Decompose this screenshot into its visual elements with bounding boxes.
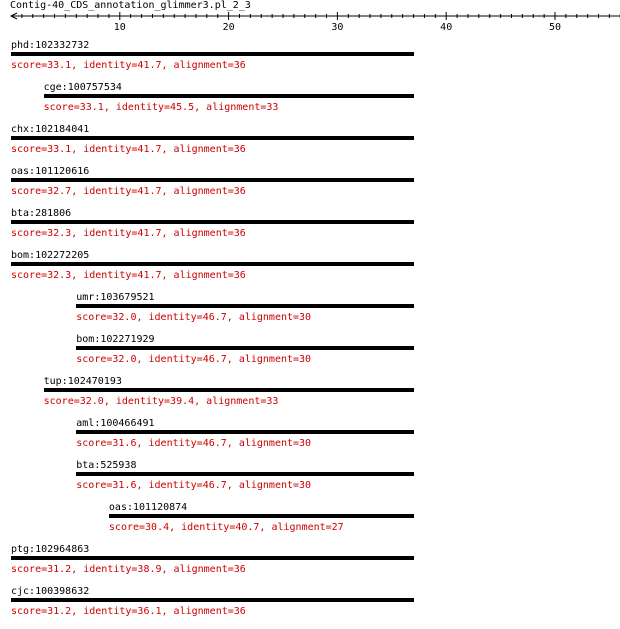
hit-alignment-bar bbox=[11, 262, 414, 266]
hit-name: chx:102184041 bbox=[11, 124, 90, 135]
hit-alignment-bar bbox=[76, 472, 413, 476]
hit-alignment-bar bbox=[44, 94, 414, 98]
ruler-tick-label: 30 bbox=[331, 22, 344, 33]
hit-name: oas:101120874 bbox=[108, 502, 188, 513]
hit-alignment-bar bbox=[76, 430, 413, 434]
hit-alignment-bar bbox=[76, 346, 413, 350]
hit-row bbox=[0, 208, 620, 250]
ruler-tick-label: 20 bbox=[222, 22, 235, 33]
hit-name: tup:102470193 bbox=[43, 376, 122, 387]
hit-stats: score=32.3, identity=41.7, alignment=36 bbox=[11, 228, 246, 239]
hit-name: cjc:100398632 bbox=[11, 586, 90, 597]
hit-stats: score=32.0, identity=46.7, alignment=30 bbox=[76, 312, 312, 323]
hit-name: cge:100757534 bbox=[43, 82, 122, 93]
hit-alignment-bar bbox=[11, 556, 414, 560]
ruler-tick-label: 10 bbox=[113, 22, 126, 33]
hit-row bbox=[0, 334, 620, 376]
hit-stats: score=33.1, identity=41.7, alignment=36 bbox=[11, 60, 246, 71]
hit-alignment-bar bbox=[11, 598, 414, 602]
hit-row bbox=[0, 292, 620, 334]
hit-alignment-bar bbox=[109, 514, 414, 518]
hit-alignment-bar bbox=[76, 304, 413, 308]
hit-row bbox=[0, 460, 620, 502]
hit-name: ptg:102964863 bbox=[11, 544, 90, 555]
hit-name: bom:102271929 bbox=[76, 334, 155, 345]
hit-alignment-bar bbox=[11, 52, 414, 56]
hit-alignment-bar bbox=[11, 136, 414, 140]
hit-stats: score=30.4, identity=40.7, alignment=27 bbox=[108, 522, 344, 533]
hit-alignment-bar bbox=[11, 220, 414, 224]
hit-row bbox=[0, 586, 620, 628]
hit-stats: score=31.6, identity=46.7, alignment=30 bbox=[76, 438, 312, 449]
hit-row bbox=[0, 502, 620, 544]
hit-row bbox=[0, 544, 620, 586]
hit-name: oas:101120616 bbox=[11, 166, 90, 177]
hit-stats: score=32.0, identity=46.7, alignment=30 bbox=[76, 354, 312, 365]
hit-name: bom:102272205 bbox=[11, 250, 90, 261]
contig-title: Contig-40_CDS_annotation_glimmer3.pl_2_3 bbox=[10, 0, 251, 11]
ruler-tick-label: 50 bbox=[548, 22, 562, 33]
hit-name: umr:103679521 bbox=[76, 292, 155, 303]
hit-name: bta:525938 bbox=[76, 460, 137, 471]
hit-row bbox=[0, 418, 620, 460]
hit-stats: score=32.3, identity=41.7, alignment=36 bbox=[11, 270, 246, 281]
hit-stats: score=33.1, identity=45.5, alignment=33 bbox=[43, 102, 279, 113]
hit-stats: score=31.2, identity=36.1, alignment=36 bbox=[11, 606, 246, 617]
hit-name: aml:100466491 bbox=[76, 418, 155, 429]
hit-row bbox=[0, 40, 620, 82]
hit-row bbox=[0, 124, 620, 166]
coordinate-ruler bbox=[0, 0, 620, 40]
hit-stats: score=31.2, identity=38.9, alignment=36 bbox=[11, 564, 246, 575]
hit-stats: score=33.1, identity=41.7, alignment=36 bbox=[11, 144, 246, 155]
hit-stats: score=32.0, identity=39.4, alignment=33 bbox=[43, 396, 279, 407]
hit-row bbox=[0, 250, 620, 292]
hit-row bbox=[0, 82, 620, 124]
hit-stats: score=31.6, identity=46.7, alignment=30 bbox=[76, 480, 312, 491]
hit-row bbox=[0, 376, 620, 418]
ruler-tick-label: 40 bbox=[440, 22, 453, 33]
hit-name: bta:281806 bbox=[11, 208, 72, 219]
hit-name: phd:102332732 bbox=[11, 40, 90, 51]
hit-stats: score=32.7, identity=41.7, alignment=36 bbox=[11, 186, 246, 197]
hit-alignment-bar bbox=[11, 178, 414, 182]
hit-row bbox=[0, 166, 620, 208]
hit-alignment-bar bbox=[44, 388, 414, 392]
